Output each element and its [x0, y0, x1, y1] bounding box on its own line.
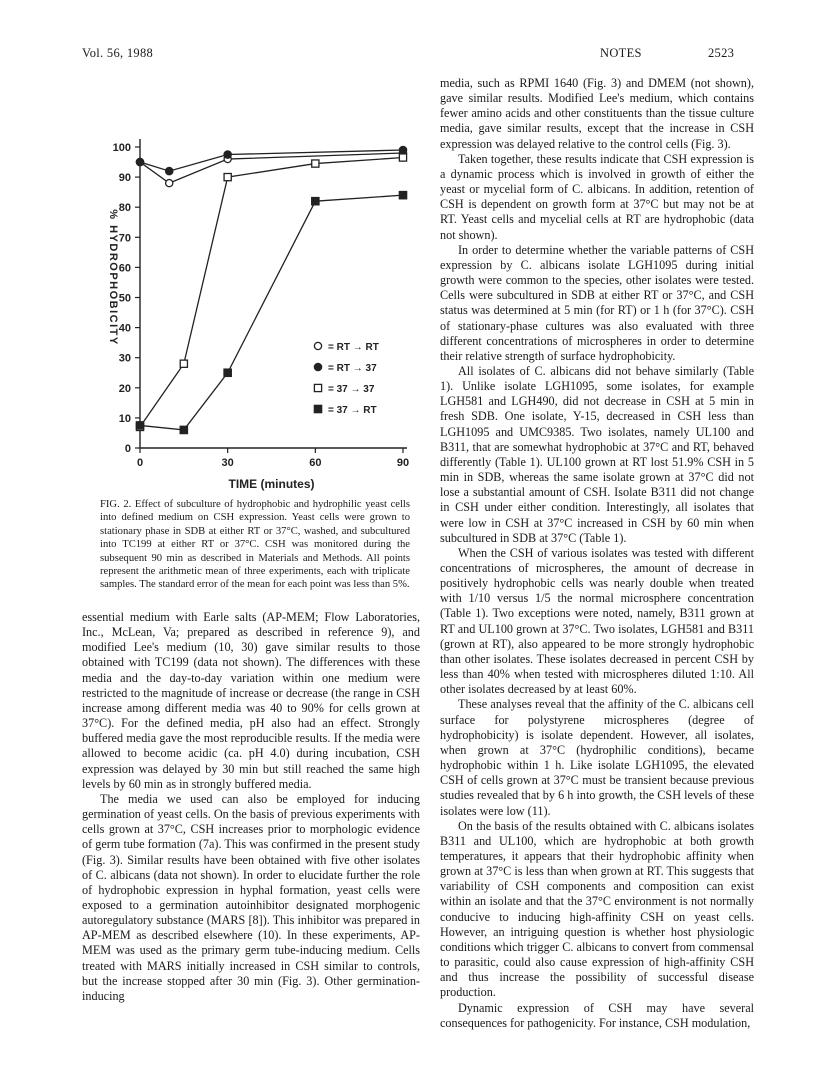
data-point — [399, 191, 407, 199]
paragraph: On the basis of the results obtained with C. albicans isolates B311 and UL100, which are hydrophobic at both growth temperatures, it appears that their hydrophobic affinity when grown at 37°C is less than when grown at RT. This suggests that variability of CSH components and composition can exist within an isolate and that the 37°C environment is not normally conducive to inducing high-affinity CSH on yeast cells. However, an intriguing question is whether host physiologic conditions which trigger C. albicans to convert from commensal to parasitic, could also cause expression of high-affinity CSH and thus increase the possibility of successful disease production. — [440, 818, 754, 1000]
paragraph: essential medium with Earle salts (AP-MEM; Flow Laboratories, Inc., McLean, Va; prepared as described in reference 9), and modified Lee's medium (10, 30) gave similar results to those obtained with TC199 (data not shown). The differences with these media and the day-to-day variation within one medium were restricted to the magnitude of increase or decrease (the range in CSH increase among different media was 40 to 90% for cells grown at 37°C). For the defined media, pH also had an effect. Strongly buffered media gave the most reproducible results. If the media were allowed to become acidic (ca. pH 4.0) during incubation, CSH expression was delayed by 30 min but still reached the same high levels by 60 min as in strongly buffered media. — [82, 610, 420, 791]
data-point — [180, 360, 187, 367]
legend-marker — [314, 405, 322, 413]
figure-2 — [80, 90, 420, 500]
y-tick-label: 0 — [124, 443, 131, 455]
y-tick-label: 50 — [118, 292, 131, 305]
y-tick-label: 60 — [118, 262, 131, 275]
x-tick-label: 30 — [221, 457, 234, 469]
legend-marker — [314, 384, 321, 391]
data-point — [399, 146, 407, 154]
paragraph: In order to determine whether the variable patterns of CSH expression by C. albicans isolate LGH1095 during initial growth were common to the species, other isolates were tested. Cells were subcultured in SDB at either RT or 37°C, and CSH status was determined at 5 min (for RT) or 1 h (for 37°C). CSH of stationary-phase cultures was also evaluated with three different concentrations of microspheres in order to determine their relative strength of surface hydrophobicity. — [440, 242, 754, 363]
data-point — [312, 160, 319, 167]
journal-volume: Vol. 56, 1988 — [82, 46, 154, 60]
data-point — [165, 167, 173, 175]
paragraph: When the CSH of various isolates was tested with different concentrations of microspheres, the amount of decrease in positively hydrophobic cells was nearly double when treated with 1/10 versus 1/5 the normal microsphere concentration (Table 1). Two exceptions were noted, namely, B311 grown at RT and UL100 grown at 37°C. Two isolates, LGH581 and B311 (grown at RT), also appeared to be more strongly hydrophobic than other isolates. These isolates decreased in percent CSH by less than 40% when tested with microspheres diluted 1:10. All other isolates decreased by at least 60%. — [440, 545, 754, 697]
paragraph: These analyses reveal that the affinity of the C. albicans cell surface for polystyrene microspheres (degree of hydrophobicity) is isolate dependent. However, all isolates, when grown at 37°C (hydrophilic conditions), became hydrophobic within 1 h. Like isolate LGH1095, the elevated CSH of cells grown at 37°C must be transient because previous studies revealed that by 6 h into growth, the CSH levels of these isolates were low (11). — [440, 697, 754, 818]
y-axis-label: % HYDROPHOBICITY — [107, 209, 119, 346]
right-column — [440, 76, 754, 1031]
section-title: NOTES — [600, 46, 642, 60]
y-tick-label: 70 — [118, 232, 131, 245]
x-tick-label: 90 — [396, 457, 410, 469]
paragraph: Dynamic expression of CSH may have several consequences for pathogenicity. For instance, CSH modulation, — [440, 1000, 754, 1030]
figure-caption: FIG. 2. Effect of subculture of hydrophobic and hydrophilic yeast cells into defined medium on CSH expression. Yeast cells were grown to stationary phase in SDB at either RT or 37°C, washed, and subcultured into TC199 at either RT or 37°C. CSH was monitored during the subsequent 90 min as described in Materials and Methods. All points represent the arithmetic mean of three experiments, each with triplicate samples. The standard error of the mean for each point was less than 5%. — [100, 499, 410, 591]
paragraph: All isolates of C. albicans did not behave similarly (Table 1). Unlike isolate LGH1095, some isolates, for example LGH581 and LGH490, did not decrease in CSH at 5 min in fresh SDB. One isolate, Y-15, decreased in CSH less than LGH1095 and UMC9385. Two isolates, namely UL100 and B311, that are somewhat hydrophobic at 37°C and RT, behaved differently (Table 1). UL100 grown at RT lost 51.9% CSH in 5 min in SDB, whereas the same isolate grown at 37°C did not lose a substantial amount of CSH. Isolate B311 did not change in CSH under either condition. Interestingly, all isolates that were low in CSH at 37°C increased in CSH by 60 min when subcultured in SDB at 37°C (Table 1). — [440, 363, 754, 545]
legend-label: = RT → RT — [328, 342, 379, 353]
y-tick-label: 100 — [112, 142, 131, 154]
data-point — [166, 180, 173, 187]
hydrophobicity-chart — [80, 90, 420, 500]
y-tick-label: 40 — [118, 322, 131, 335]
legend-label: = 37 → 37 — [328, 384, 375, 395]
data-point — [136, 158, 144, 166]
data-point — [312, 197, 320, 205]
data-point — [224, 151, 232, 159]
y-tick-label: 90 — [118, 172, 131, 185]
x-tick-label: 0 — [136, 457, 144, 469]
x-axis-label: TIME (minutes) — [228, 477, 315, 491]
x-tick-label: 60 — [309, 457, 322, 469]
legend-marker — [314, 342, 321, 349]
paragraph: Taken together, these results indicate that CSH expression is a dynamic process which is involved in growth of either the yeast or mycelial form of C. albicans. In addition, retention of CSH is dependent on growth form at 37°C but may not be at RT. Yeast cells and mycelial cells at RT are hydrophobic (data not shown). — [440, 151, 754, 242]
y-tick-label: 20 — [118, 382, 131, 395]
data-point — [399, 154, 406, 161]
data-point — [224, 369, 232, 377]
left-column — [82, 610, 420, 1004]
legend-label: = 37 → RT — [328, 405, 377, 416]
data-point — [180, 426, 188, 434]
data-point — [224, 174, 231, 181]
y-tick-label: 80 — [118, 202, 131, 215]
y-tick-label: 30 — [118, 352, 131, 365]
page-number: 2523 — [708, 46, 735, 60]
y-tick-label: 10 — [118, 412, 131, 425]
paragraph: media, such as RPMI 1640 (Fig. 3) and DMEM (not shown), gave similar results. Modified Lee's medium, which contains fewer amino acids and other constituents than the tissue culture media, gave similar results, except that the increase in CSH expression was delayed relative to the control cells (Fig. 3). — [440, 76, 754, 151]
legend-label: = RT → 37 — [328, 363, 377, 374]
data-point — [136, 422, 144, 430]
legend-marker — [314, 363, 322, 371]
paragraph: The media we used can also be employed for inducing germination of yeast cells. On the basis of previous experiments with cells grown at 37°C, CSH increases prior to morphologic evidence of germ tube formation (7a). This was confirmed in the present study (Fig. 3). Similar results have been obtained with five other isolates of C. albicans (data not shown). In order to elucidate further the role of hydrophobic expression in hyphal formation, yeast cells were exposed to a germination autoinhibitor designated morphogenic autoregulatory substance (MARS [8]). This inhibitor was prepared in AP-MEM as described elsewhere (10). In these experiments, AP-MEM was used as the primary germ tube-inducing medium. Cells treated with MARS initially increased in CSH similar to controls, but the increase stopped after 30 min (Fig. 3). Other germination-inducing — [82, 791, 420, 1003]
